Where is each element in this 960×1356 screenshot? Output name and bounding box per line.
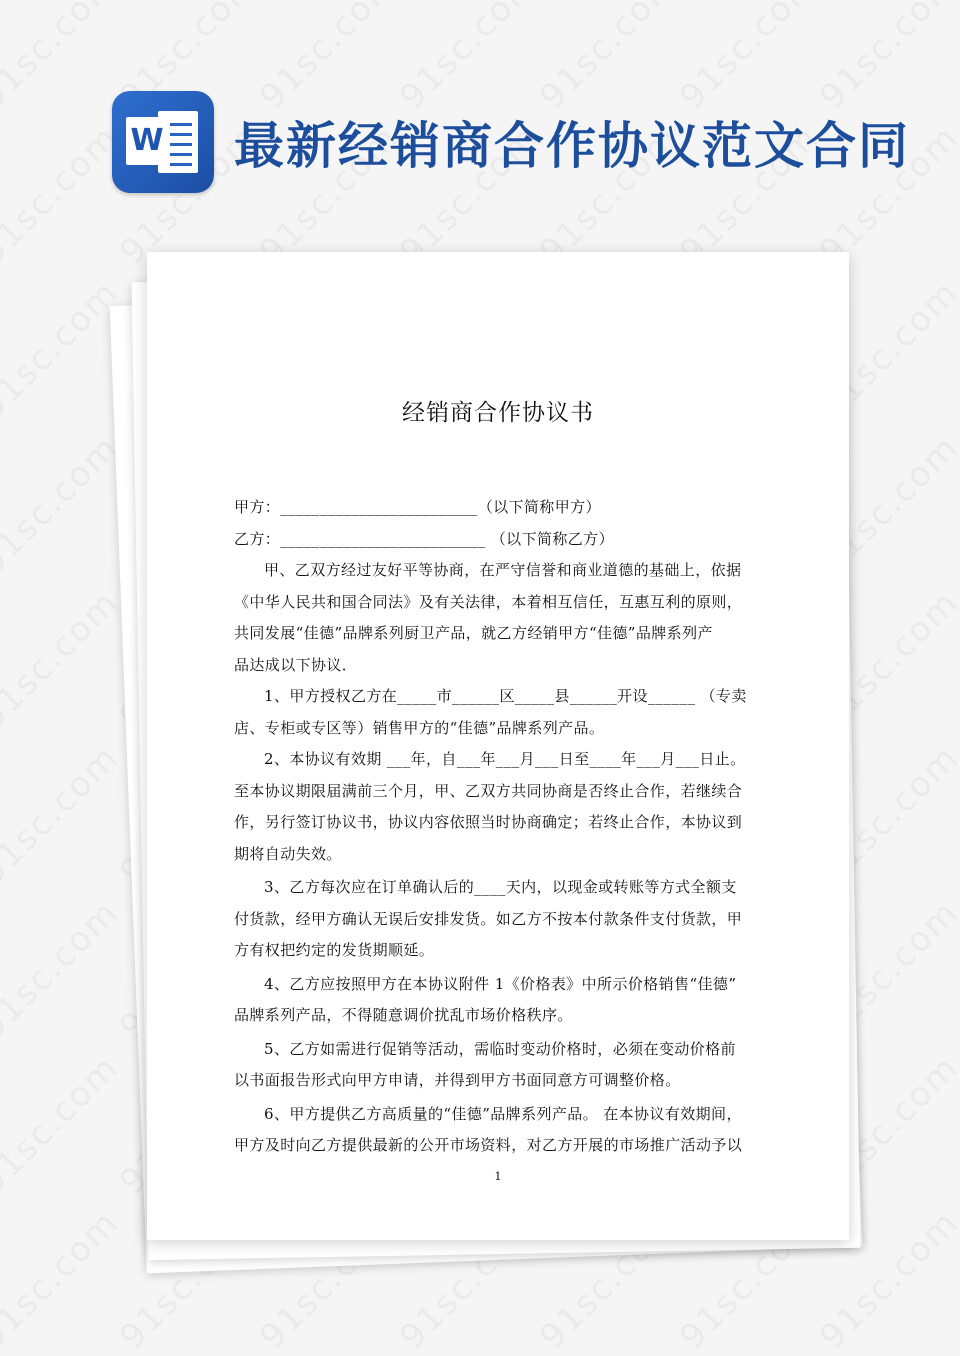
party-a-line: 甲方：_________________________（以下简称甲方） (234, 498, 601, 516)
clause-4-line: 4、乙方应按照甲方在本协议附件 1《价格表》中所示价格销售“佳德” (264, 974, 737, 993)
watermark-text (0, 273, 127, 428)
banner-title: 最新经销商合作协议范文合同 (234, 117, 910, 175)
watermark-text (0, 118, 127, 273)
clause-2-line: 至本协议期限届满前三个月，甲、乙双方共同协商是否终止合作，若继续合 (234, 781, 743, 800)
document-title: 经销商合作协议书 (402, 400, 594, 426)
clause-6-line: 甲方及时向乙方提供最新的公开市场资料，对乙方开展的市场推广活动予以 (234, 1136, 743, 1154)
clause-1-line: 1、甲方授权乙方在_____市______区_____县______开设______ （专卖 (264, 687, 747, 705)
word-doc-icon (112, 91, 214, 193)
party-b-line: 乙方：__________________________ （以下简称乙方） (234, 529, 614, 548)
clause-1-line: 店、专柜或专区等）销售甲方的“佳德”品牌系列产品。 (234, 718, 605, 737)
clause-5-line: 5、乙方如需进行促销等活动，需临时变动价格时，必须在变动价格前 (264, 1039, 736, 1058)
document-body (234, 492, 774, 1162)
watermark-text (0, 583, 127, 738)
document-page (147, 252, 849, 1240)
watermark-text (0, 428, 127, 583)
watermark-text (0, 738, 127, 893)
word-letter: W (126, 117, 168, 165)
clause-3-line: 方有权把约定的发货期顺延。 (234, 941, 435, 959)
clause-3-line: 3、乙方每次应在订单确认后的____天内，以现金或转账等方式全额支 (264, 878, 737, 896)
clause-6-line: 6、甲方提供乙方高质量的“佳德”品牌系列产品。 在本协议有效期间， (264, 1104, 742, 1123)
watermark-text (0, 1048, 127, 1203)
paragraph-line: 品达成以下协议． (234, 655, 358, 674)
clause-3-line: 付货款，经甲方确认无误后安排发货。如乙方不按本付款条件支付货款，甲 (234, 909, 743, 928)
clause-2-line: 期将自动失效。 (234, 844, 342, 863)
clause-2-line: 2、本协议有效期 ___年，自___年___月___日至____年___月___日止。 (264, 750, 746, 768)
banner (112, 90, 920, 194)
clause-4-line: 品牌系列产品，不得随意调价扰乱市场价格秩序。 (234, 1006, 573, 1024)
paragraph-line: 共同发展“佳德”品牌系列厨卫产品，就乙方经销甲方“佳德”品牌系列产 (234, 624, 713, 642)
page-number: 1 (494, 1170, 502, 1183)
paragraph-line: 《中华人民共和国合同法》及有关法律，本着相互信任，互惠互利的原则， (234, 592, 743, 611)
clause-2-line: 作，另行签订协议书，协议内容依照当时协商确定；若终止合作，本协议到 (234, 813, 743, 831)
paragraph-line: 甲、乙双方经过友好平等协商，在严守信誉和商业道德的基础上，依据 (264, 561, 742, 579)
watermark-text (0, 1203, 127, 1356)
clause-5-line: 以书面报告形式向甲方申请，并得到甲方书面同意方可调整价格。 (234, 1071, 681, 1089)
watermark-text (0, 893, 127, 1048)
watermark-text (0, 0, 127, 117)
